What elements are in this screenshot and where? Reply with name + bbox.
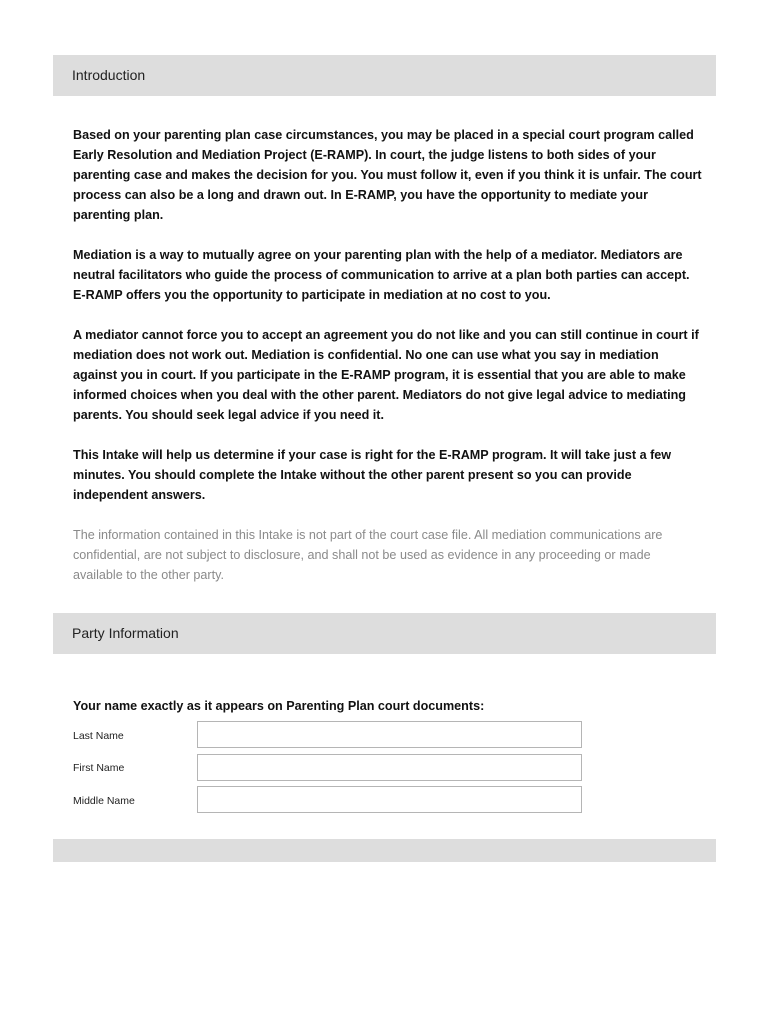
middle-name-input[interactable] [197,786,582,813]
introduction-header [53,55,716,96]
intro-paragraph-program: Based on your parenting plan case circumstances, you may be placed in a special court program called Early Resolution and Mediation Project (E-RAMP). In court, the judge listens to both sides of your parenting case and makes the decision for you. You must follow it, even if you think it is unfair. The court process can also be a long and drawn out. In E-RAMP, you have the opportunity to mediate your parenting plan. [73,128,702,222]
first-name-input[interactable] [197,754,582,781]
party-information-title: Party Information [72,625,179,641]
last-name-label: Last Name [73,730,124,742]
intro-paragraph-intake: This Intake will help us determine if your case is right for the E-RAMP program. It will take just a few minutes. You should complete the Intake without the other parent present so you can provide independent answers. [73,448,672,502]
party-information-header [53,613,716,654]
confidentiality-notice: The information contained in this Intake is not part of the court case file. All mediation communications are confidential, are not subject to disclosure, and shall not be used as evidence in any proceeding or made available to the other party. [73,528,663,582]
last-name-input[interactable] [197,721,582,748]
introduction-title: Introduction [72,67,146,83]
first-name-label: First Name [73,762,125,774]
intro-paragraph-confidential: A mediator cannot force you to accept an agreement you do not like and you can still continue in court if mediation does not work out. Mediation is confidential. No one can use what you say in mediation against you in court. If you participate in the E-RAMP program, it is essential that you are able to make informed choices when you deal with the other parent. Mediators do not give legal advice to mediating parents. You should seek legal advice if you need it. [73,328,699,422]
middle-name-label: Middle Name [73,795,135,807]
intro-paragraph-mediation: Mediation is a way to mutually agree on your parenting plan with the help of a mediator. Mediators are neutral facilitators who guide the process of communication to arrive at a plan both parties can accept. E-RAMP offers you the opportunity to participate in mediation at no cost to you. [73,248,690,302]
name-prompt: Your name exactly as it appears on Parenting Plan court documents: [73,699,485,713]
next-section-header [53,839,716,862]
